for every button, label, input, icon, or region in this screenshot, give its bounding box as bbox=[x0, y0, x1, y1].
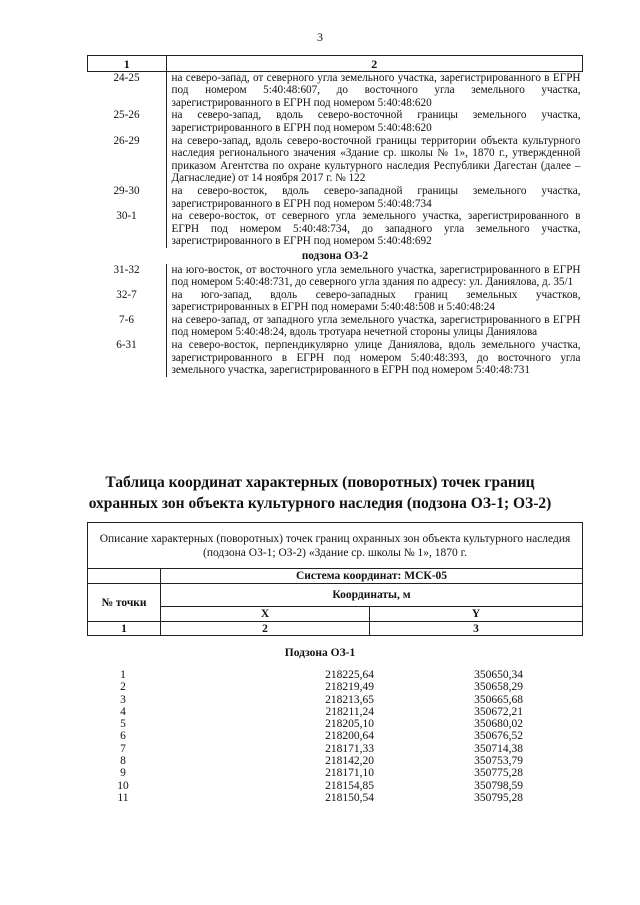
point-row bbox=[87, 792, 583, 804]
col-number-3: 3 bbox=[370, 622, 583, 636]
point-row bbox=[87, 755, 583, 767]
table-row bbox=[88, 210, 583, 248]
point-number-header: № точки bbox=[88, 584, 161, 622]
segment-description: на юго-запад, вдоль северо-западных границ земельных участков, зарегистрированных в ЕГРН под номерами 5:40:48:508 и 5:40:48:24 bbox=[171, 288, 581, 314]
segment-description: на северо-запад, вдоль северо-восточной границы территории объекта культурного наследия регионального значения «Здание ср. школы № 1», 1870 г., утвержденной приказом Агентства по охране культурного наследия Республики Дагестан (далее – Дагнаследие) от 14 ноября 2017 г. № 122 bbox=[171, 134, 581, 185]
point-y: 350680,02 bbox=[474, 718, 523, 731]
point-number: 2 bbox=[120, 681, 126, 694]
segment-description: на юго-восток, от восточного угла земельного участка, зарегистрированного в ЕГРН под номером 5:40:48:731, до северного угла здания по адресу: ул. Даниялова, д. 35/1 bbox=[171, 263, 581, 289]
segment-description: на северо-восток, перпендикулярно улице Даниялова, вдоль земельного участка, зарегистрированного в ЕГРН под номером 5:40:48:393, до восточного угла земельного участка, зарегистрированного в ЕГРН под номером 5:40:48:731 bbox=[171, 339, 581, 377]
title-line-2: охранных зон объекта культурного наследия (подзона ОЗ-1; ОЗ-2) bbox=[88, 495, 552, 512]
subzone-oz1-label: Подзона ОЗ-1 bbox=[284, 647, 356, 659]
point-y: 350753,79 bbox=[474, 755, 523, 768]
point-number: 9 bbox=[120, 767, 126, 780]
point-y: 350798,59 bbox=[474, 779, 523, 792]
point-number: 11 bbox=[117, 791, 129, 804]
segment-number: 24-25 bbox=[88, 71, 167, 109]
table-row bbox=[88, 314, 583, 339]
segment-description: на северо-запад, от западного угла земельного участка, зарегистрированного в ЕГРН под номером 5:40:48:24, вдоль тротуара нечетной стороны улицы Даниялова bbox=[171, 313, 581, 339]
x-header: X bbox=[161, 607, 370, 622]
table-row bbox=[88, 185, 583, 210]
point-x: 218213,65 bbox=[325, 693, 374, 706]
point-x: 218200,64 bbox=[325, 730, 374, 743]
point-y: 350672,21 bbox=[474, 705, 523, 718]
table-row bbox=[88, 264, 583, 289]
segment-number: 32-7 bbox=[88, 289, 167, 314]
segment-description: на северо-восток, от северного угла земельного участка, зарегистрированного в ЕГРН под номером 5:40:48:734, до западного угла земельного участка, зарегистрированного в ЕГРН под номером 5:40:48:692 bbox=[171, 210, 581, 248]
coordinates-points-table bbox=[87, 669, 583, 804]
point-row bbox=[87, 730, 583, 742]
segment-number: 29-30 bbox=[88, 185, 167, 210]
point-number: 4 bbox=[120, 705, 126, 718]
segment-number: 30-1 bbox=[88, 210, 167, 248]
point-x: 218171,10 bbox=[325, 767, 374, 780]
point-x: 218142,20 bbox=[325, 755, 374, 768]
table-row bbox=[88, 339, 583, 377]
coordinates-header-table bbox=[87, 522, 583, 636]
point-x: 218150,54 bbox=[325, 791, 374, 804]
coordinates-table-title bbox=[0, 472, 640, 514]
table-row bbox=[88, 289, 583, 314]
point-number: 3 bbox=[120, 693, 126, 706]
subzone-row bbox=[88, 248, 583, 264]
segment-number: 7-6 bbox=[88, 314, 167, 339]
point-x: 218219,49 bbox=[325, 681, 374, 694]
point-row bbox=[87, 780, 583, 792]
point-number: 8 bbox=[120, 755, 126, 768]
point-y: 350665,68 bbox=[474, 693, 523, 706]
segment-description: на северо-восток, вдоль северо-западной границы земельного участка, зарегистрированного в ЕГРН под номером 5:40:48:734 bbox=[171, 184, 581, 210]
point-row bbox=[87, 706, 583, 718]
point-number: 7 bbox=[120, 742, 126, 755]
point-row bbox=[87, 718, 583, 730]
segment-number: 6-31 bbox=[88, 339, 167, 377]
point-y: 350714,38 bbox=[474, 742, 523, 755]
point-x: 218154,85 bbox=[325, 779, 374, 792]
boundary-description-table bbox=[87, 55, 583, 377]
table-header-row bbox=[88, 56, 583, 72]
point-row bbox=[87, 767, 583, 779]
column-header-2: 2 bbox=[166, 56, 583, 72]
point-number: 10 bbox=[117, 779, 129, 792]
point-x: 218211,24 bbox=[325, 705, 374, 718]
point-row bbox=[87, 743, 583, 755]
point-number: 5 bbox=[120, 718, 126, 731]
coordinates-header: Координаты, м bbox=[161, 584, 583, 607]
point-y: 350676,52 bbox=[474, 730, 523, 743]
segment-number: 25-26 bbox=[88, 109, 167, 134]
point-x: 218225,64 bbox=[325, 669, 374, 681]
title-line-1: Таблица координат характерных (поворотных) точек границ bbox=[105, 474, 535, 491]
point-x: 218171,33 bbox=[325, 742, 374, 755]
segment-number: 31-32 bbox=[88, 264, 167, 289]
point-number: 6 bbox=[120, 730, 126, 743]
point-row bbox=[87, 694, 583, 706]
segment-description: на северо-запад, от северного угла земельного участка, зарегистрированного в ЕГРН под номером 5:40:48:607, до восточного угла земельного участка, зарегистрированного в ЕГРН под номером 5:40:48:620 bbox=[171, 71, 581, 109]
table-row bbox=[88, 109, 583, 134]
point-row bbox=[87, 681, 583, 693]
table-description: Описание характерных (поворотных) точек границ охранных зон объекта культурного наследия (подзона ОЗ-1; ОЗ-2) «Здание ср. школы № 1», 1870 г. bbox=[88, 523, 583, 569]
y-header: Y bbox=[370, 607, 583, 622]
point-y: 350658,29 bbox=[474, 681, 523, 694]
point-y: 350775,28 bbox=[474, 767, 523, 780]
point-number: 1 bbox=[120, 669, 126, 681]
col-number-2: 2 bbox=[161, 622, 370, 636]
table-row bbox=[88, 71, 583, 109]
segment-number: 26-29 bbox=[88, 135, 167, 185]
subzone-label: подзона ОЗ-2 bbox=[301, 249, 369, 262]
point-y: 350650,34 bbox=[474, 669, 523, 681]
point-row bbox=[87, 669, 583, 681]
point-x: 218205,10 bbox=[325, 718, 374, 731]
page-number: 3 bbox=[317, 30, 323, 44]
table-row bbox=[88, 135, 583, 185]
coordinate-system: Система координат: МСК-05 bbox=[161, 569, 583, 584]
col-number-1: 1 bbox=[88, 622, 161, 636]
segment-description: на северо-запад, вдоль северо-восточной границы земельного участка, зарегистрированного в ЕГРН под номером 5:40:48:620 bbox=[171, 109, 581, 134]
column-header-1: 1 bbox=[88, 56, 167, 72]
point-y: 350795,28 bbox=[474, 791, 523, 804]
